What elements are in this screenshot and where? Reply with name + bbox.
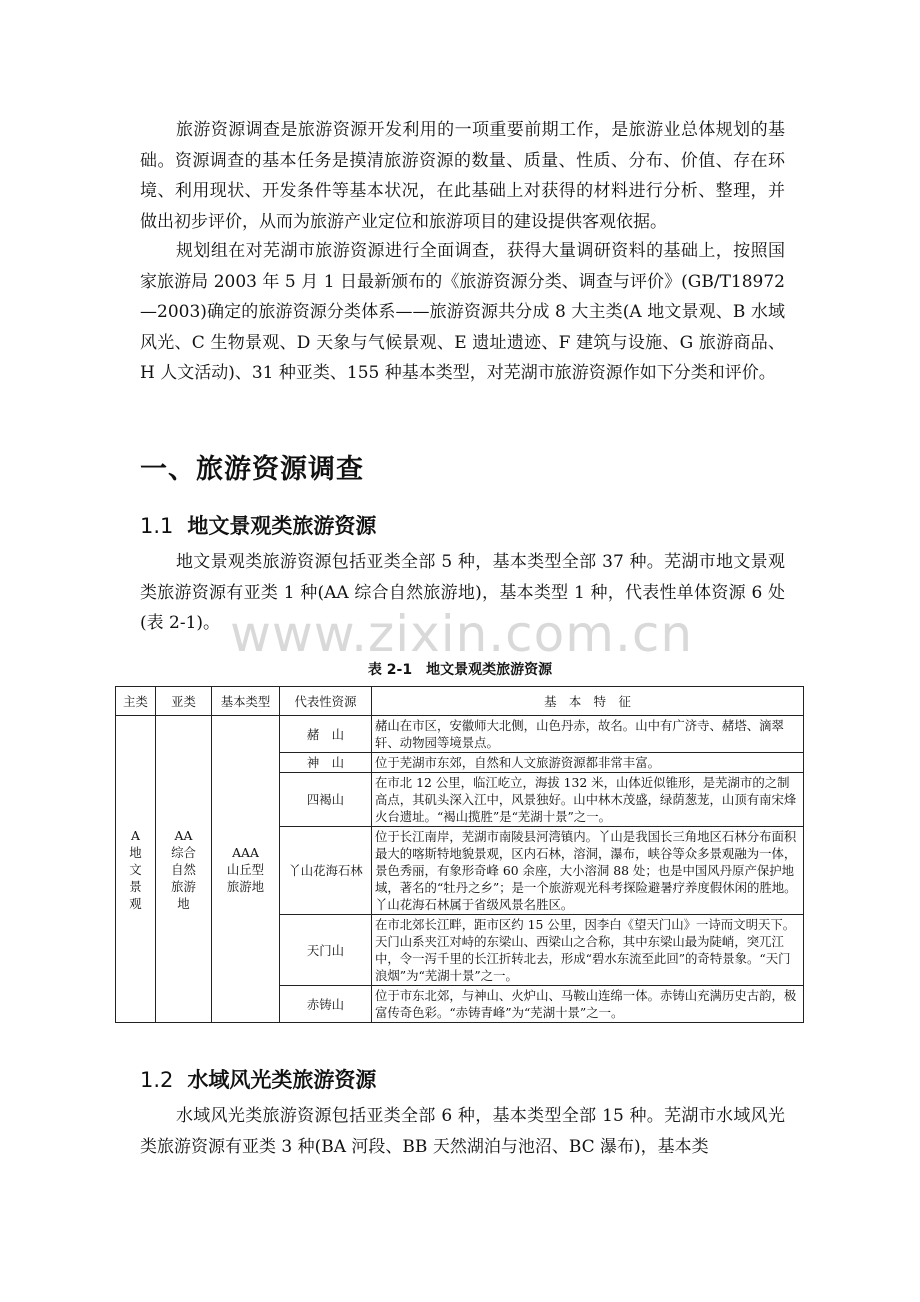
resource-name-cell: 丫山花海石林 <box>280 827 372 915</box>
subsection-number: 1.2 <box>140 1068 174 1092</box>
feature-cell: 位于芜湖市东郊，自然和人文旅游资源都非常丰富。 <box>372 753 804 773</box>
feature-cell: 位于长江南岸，芜湖市南陵县河湾镇内。丫山是我国长三角地区石林分布面积最大的喀斯特地貌景观，区内石林，溶洞，瀑布，峡谷等众多景观融为一体，景色秀丽，有象形奇峰 60 余座，大小溶洞 88 处；也是中国风丹原产保护地域，著名的“牡丹之乡”；是一个旅游观光科考探险避暑疗养度假休闲的胜地。丫山花海石林属于省级风景名胜区。 <box>372 827 804 915</box>
landform-resource-table <box>115 686 804 1023</box>
subsection-title: 地文景观类旅游资源 <box>187 514 377 538</box>
subsection-heading-1-1 <box>140 510 376 540</box>
main-class-cell: A 地 文 景 观 <box>116 716 156 1023</box>
landform-paragraph: 地文景观类旅游资源包括亚类全部 5 种，基本类型全部 37 种。芜湖市地文景观类旅游资源有亚类 1 种(AA 综合自然旅游地)，基本类型 1 种，代表性单体资源 6 处(表 2-1)。 <box>140 552 785 634</box>
header-resource: 代表性资源 <box>280 687 372 716</box>
watermark: www.zixin.com.cn <box>230 605 694 663</box>
table-row <box>116 716 804 753</box>
header-features: 基 本 特 征 <box>372 687 804 716</box>
feature-cell: 在市北郊长江畔，距市区约 15 公里，因李白《望天门山》一诗而文明天下。天门山系夹江对峙的东梁山、西梁山之合称，其中东梁山最为陡峭，突兀江中，令一泻千里的长江折转北去，形成“碧水东流至此回”的奇特景象。“天门浪烟”为“芜湖十景”之一。 <box>372 915 804 986</box>
header-sub-class: 亚类 <box>156 687 212 716</box>
feature-cell: 赭山在市区，安徽师大北侧，山色丹赤，故名。山中有广济寺、赭塔、滴翠轩、动物园等境景点。 <box>372 716 804 753</box>
resource-name-cell: 赭 山 <box>280 716 372 753</box>
section-heading: 一、旅游资源调查 <box>140 454 364 485</box>
feature-cell: 位于市东北郊，与神山、火炉山、马鞍山连绵一体。赤铸山充满历史古韵，极富传奇色彩。“赤铸青峰”为“芜湖十景”之一。 <box>372 986 804 1023</box>
resource-name-cell: 天门山 <box>280 915 372 986</box>
subsection-heading-1-2 <box>140 1064 376 1094</box>
basic-type-cell: AAA 山丘型 旅游地 <box>212 716 280 1023</box>
header-main-class: 主类 <box>116 687 156 716</box>
resource-name-cell: 神 山 <box>280 753 372 773</box>
intro-paragraph: 旅游资源调查是旅游资源开发利用的一项重要前期工作，是旅游业总体规划的基础。资源调查的基本任务是摸清旅游资源的数量、质量、性质、分布、价值、存在环境、利用现状、开发条件等基本状况，在此基础上对获得的材料进行分析、整理，并做出初步评价，从而为旅游产业定位和旅游项目的建设提供客观依据。 <box>140 120 785 232</box>
subsection-number: 1.1 <box>140 514 174 538</box>
feature-cell: 在市北 12 公里，临江屹立，海拔 132 米，山体近似锥形，是芜湖市的之制高点，其矶头深入江中，风景独好。山中林木茂盛，绿荫葱茏，山顶有南宋烽火台遗址。“褐山揽胜”是“芜湖十景”之一。 <box>372 773 804 827</box>
header-basic-type: 基本类型 <box>212 687 280 716</box>
subsection-title: 水域风光类旅游资源 <box>187 1068 377 1092</box>
table-caption: 表 2-1 地文景观类旅游资源 <box>367 662 553 678</box>
resource-name-cell: 赤铸山 <box>280 986 372 1023</box>
resource-name-cell: 四褐山 <box>280 773 372 827</box>
table-header-row <box>116 687 804 716</box>
classification-paragraph: 规划组在对芜湖市旅游资源进行全面调查，获得大量调研资料的基础上，按照国家旅游局 2003 年 5 月 1 日最新颁布的《旅游资源分类、调查与评价》(GB/T18972—2003)确定的旅游资源分类体系——旅游资源共分成 8 大主类(A 地文景观、B 水域风光、C 生物景观、D 天象与气候景观、E 遗址遗迹、F 建筑与设施、G 旅游商品、H 人文活动)、31 种亚类、155 种基本类型，对芜湖市旅游资源作如下分类和评价。 <box>140 241 785 384</box>
sub-class-cell: AA 综合 自然 旅游 地 <box>156 716 212 1023</box>
water-scenery-paragraph: 水域风光类旅游资源包括亚类全部 6 种，基本类型全部 15 种。芜湖市水域风光类旅游资源有亚类 3 种(BA 河段、BB 天然湖泊与池沼、BC 瀑布)，基本类 <box>140 1106 785 1157</box>
